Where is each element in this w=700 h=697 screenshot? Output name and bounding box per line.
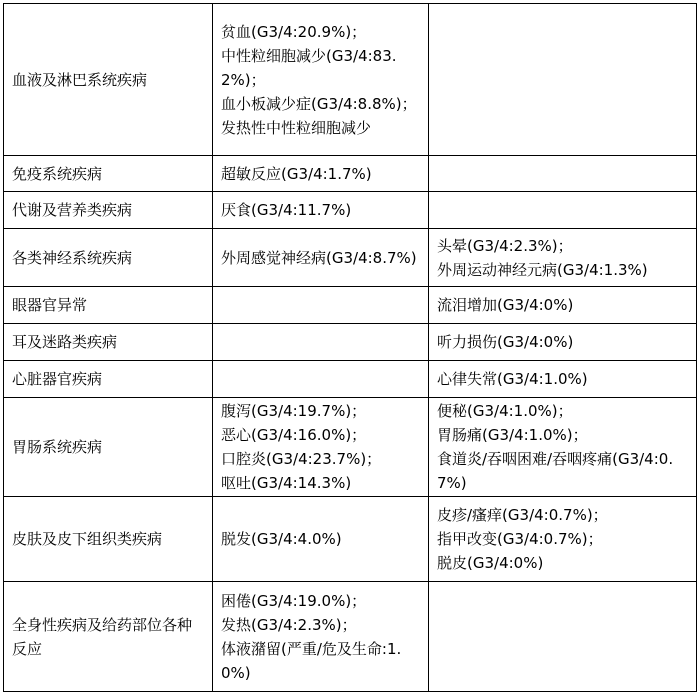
reaction-item: 外周运动神经元病(G3/4:1.3%): [437, 260, 648, 279]
category-cell: 皮肤及皮下组织类疾病: [4, 497, 213, 582]
other-reactions-cell: [429, 4, 697, 156]
table-row: [4, 324, 697, 361]
other-reactions-cell: [429, 324, 697, 361]
common-reactions-cell: [213, 229, 429, 287]
reaction-item: 厌食(G3/4:11.7%): [221, 201, 352, 219]
reaction-item: 皮疹/瘙痒(G3/4:0.7%)；: [437, 506, 608, 524]
common-reactions-cell: [213, 192, 429, 229]
other-reactions-cell: [429, 398, 697, 497]
reaction-item: 头晕(G3/4:2.3%)；: [437, 236, 573, 255]
reaction-item: 指甲改变(G3/4:0.7%)；: [437, 530, 603, 548]
table-row: [4, 497, 697, 582]
category-cell: 各类神经系统疾病: [4, 229, 213, 287]
category-cell: 眼器官异常: [4, 287, 213, 324]
reaction-item: 体液潴留(严重/危及生命:1.0%): [221, 639, 402, 682]
adverse-reactions-table: [3, 3, 697, 692]
table-row: [4, 398, 697, 497]
category-cell: 胃肠系统疾病: [4, 398, 213, 497]
table-body: [4, 4, 697, 692]
other-reactions-cell: [429, 287, 697, 324]
common-reactions-cell: [213, 287, 429, 324]
reaction-item: 中性粒细胞减少(G3/4:83.2%)；: [221, 46, 397, 89]
category-cell: 免疫系统疾病: [4, 156, 213, 192]
reaction-item: 脱发(G3/4:4.0%): [221, 530, 342, 548]
common-reactions-cell: [213, 4, 429, 156]
table-row: [4, 156, 697, 192]
category-cell: 全身性疾病及给药部位各种反应: [4, 582, 213, 692]
reaction-item: 胃肠痛(G3/4:1.0%)；: [437, 426, 588, 444]
common-reactions-cell: [213, 324, 429, 361]
reaction-item: 贫血(G3/4:20.9%)；: [221, 22, 367, 41]
common-reactions-cell: [213, 156, 429, 192]
other-reactions-cell: [429, 361, 697, 398]
table-row: [4, 361, 697, 398]
reaction-item: 便秘(G3/4:1.0%)；: [437, 402, 573, 420]
common-reactions-cell: [213, 398, 429, 497]
reaction-item: 血小板减少症(G3/4:8.8%)；: [221, 94, 417, 113]
table-row: [4, 582, 697, 692]
category-cell: 心脏器官疾病: [4, 361, 213, 398]
other-reactions-cell: [429, 156, 697, 192]
reaction-item: 恶心(G3/4:16.0%)；: [221, 426, 367, 444]
table-row: [4, 4, 697, 156]
other-reactions-cell: [429, 229, 697, 287]
common-reactions-cell: [213, 361, 429, 398]
reaction-item: 流泪增加(G3/4:0%): [437, 296, 574, 314]
other-reactions-cell: [429, 582, 697, 692]
reaction-item: 听力损伤(G3/4:0%): [437, 333, 574, 351]
reaction-item: 发热(G3/4:2.3%)；: [221, 615, 357, 634]
other-reactions-cell: [429, 497, 697, 582]
table-row: [4, 192, 697, 229]
table-row: [4, 229, 697, 287]
reaction-item: 口腔炎(G3/4:23.7%)；: [221, 450, 382, 468]
category-cell: 耳及迷路类疾病: [4, 324, 213, 361]
table-row: [4, 287, 697, 324]
common-reactions-cell: [213, 497, 429, 582]
reaction-item: 腹泻(G3/4:19.7%)；: [221, 402, 367, 420]
reaction-item: 发热性中性粒细胞减少: [221, 118, 372, 137]
reaction-item: 外周感觉神经病(G3/4:8.7%): [221, 248, 417, 267]
reaction-item: 食道炎/吞咽困难/吞咽疼痛(G3/4:0.7%): [437, 450, 674, 492]
reaction-item: 困倦(G3/4:19.0%)；: [221, 591, 367, 610]
reaction-item: 心律失常(G3/4:1.0%): [437, 370, 588, 388]
reaction-item: 脱皮(G3/4:0%): [437, 554, 544, 572]
reaction-item: 超敏反应(G3/4:1.7%): [221, 164, 372, 183]
reaction-item: 呕吐(G3/4:14.3%): [221, 474, 352, 492]
other-reactions-cell: [429, 192, 697, 229]
category-cell: 代谢及营养类疾病: [4, 192, 213, 229]
category-cell: 血液及淋巴系统疾病: [4, 4, 213, 156]
common-reactions-cell: [213, 582, 429, 692]
